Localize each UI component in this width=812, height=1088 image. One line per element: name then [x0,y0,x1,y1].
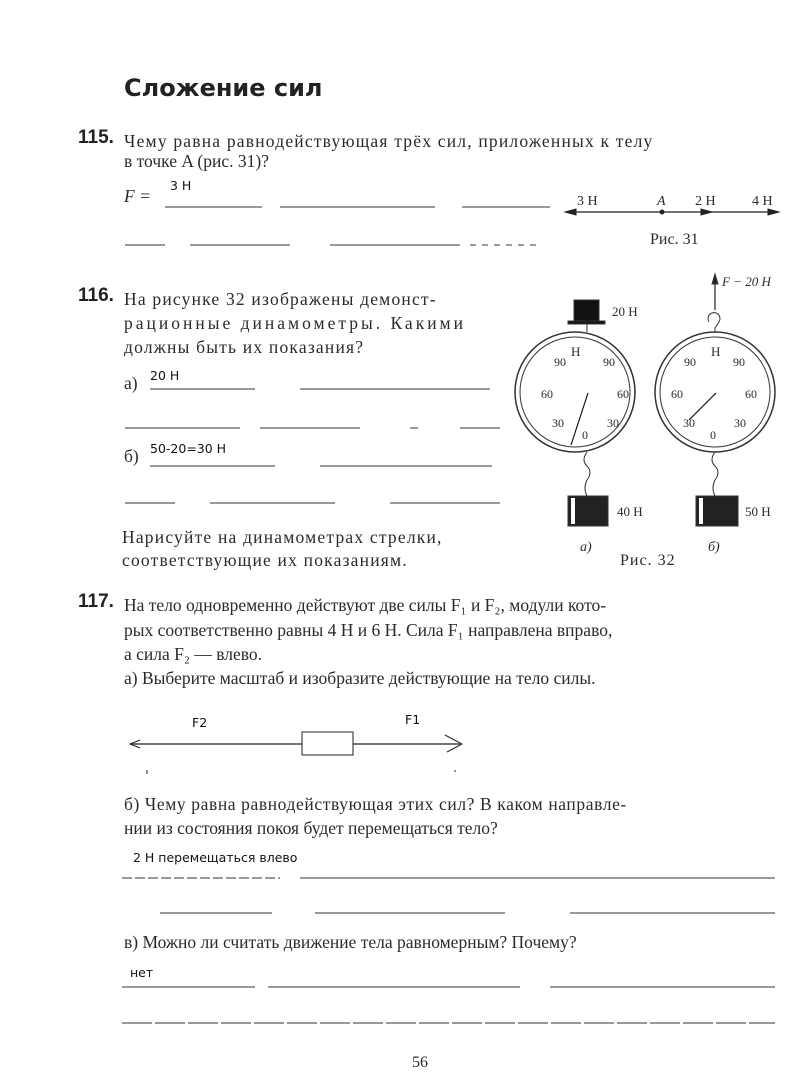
dyn-a-scale: 90 [603,355,615,369]
task-117-c: в) Можно ли считать движение тела равномерным? Почему? [124,932,577,952]
section-title: Сложение сил [124,74,323,102]
task-116-text: На рисунке 32 изображены демонст- [124,289,437,309]
dyn-b-label: б) [708,540,720,555]
task-116-number: 116. [78,285,114,306]
task-117-a: а) Выберите масштаб и изобразите действующие на тело силы. [124,668,596,688]
task-117-b: нии из состояния покоя будет перемещаться тело? [124,818,498,838]
fig31-label: 3 Н [577,194,598,209]
answer-115[interactable]: 3 Н [170,178,192,193]
answer-116a[interactable]: 20 Н [150,368,180,383]
task-115-text: в точке A (рис. 31)? [124,151,269,171]
fig31-label: 4 Н [752,194,773,209]
dyn-a-scale: 60 [541,387,553,401]
fig31-label: A [657,194,666,209]
task-116-note: Нарисуйте на динамометрах стрелки, [122,527,443,547]
answer-116b[interactable]: 50-20=30 Н [150,441,227,456]
task-115-text: Чему равна равнодействующая трёх сил, приложенных к телу [124,131,654,151]
task-116-note: соответствующие их показаниям. [122,550,408,570]
answer-117b[interactable]: 2 Н перемещаться влево [133,850,298,865]
dyn-b-scale: 90 [733,355,745,369]
f-label: F = [124,186,151,206]
fig31-label: 2 Н [695,194,716,209]
dyn-a-top-weight: 20 Н [612,304,638,319]
dyn-a-unit: Н [571,344,581,359]
dyn-a-bottom-weight: 40 Н [617,504,643,519]
dyn-a-scale: 90 [554,355,566,369]
dyn-a-scale: 30 [552,416,564,430]
label-b: б) [124,446,139,466]
dyn-a-scale: 0 [582,428,588,442]
task-116-text: рационные динамометры. Какими [124,313,466,333]
fig32-caption: Рис. 32 [620,552,676,569]
dyn-b-unit: Н [711,344,721,359]
dyn-b-scale: 30 [734,416,746,430]
label-a: а) [124,373,138,393]
dyn-b-scale: 90 [684,355,696,369]
task-117-text: На тело одновременно действуют две силы F₁ и F₂, модули кото- [124,595,607,615]
dyn-a-label: а) [580,540,592,555]
f1-label: F1 [405,712,421,727]
task-117-force-drawing [130,732,462,774]
task-116-text: должны быть их показания? [124,337,365,357]
task-117-text: рых соответственно равны 4 Н и 6 Н. Сила F₁ направлена вправо, [124,620,613,640]
page-number: 56 [412,1054,428,1071]
task-117-b: б) Чему равна равнодействующая этих сил? В каком направле- [124,794,627,814]
fig31-caption: Рис. 31 [650,231,699,248]
task-115-number: 115. [78,127,114,148]
dyn-a-scale: 60 [617,387,629,401]
task-117-number: 117. [78,591,114,612]
task-117-text: а сила F₂ — влево. [124,644,263,664]
dyn-b-scale: 60 [671,387,683,401]
dyn-b-scale: 0 [710,428,716,442]
dyn-b-scale: 60 [745,387,757,401]
dyn-b-scale: 30 [683,416,695,430]
dyn-b-bottom-weight: 50 Н [745,504,771,519]
f2-label: F2 [192,715,208,730]
dyn-a-scale: 30 [607,416,619,430]
answer-117c[interactable]: нет [130,965,154,980]
dyn-b-top-force: F − 20 Н [722,274,771,289]
